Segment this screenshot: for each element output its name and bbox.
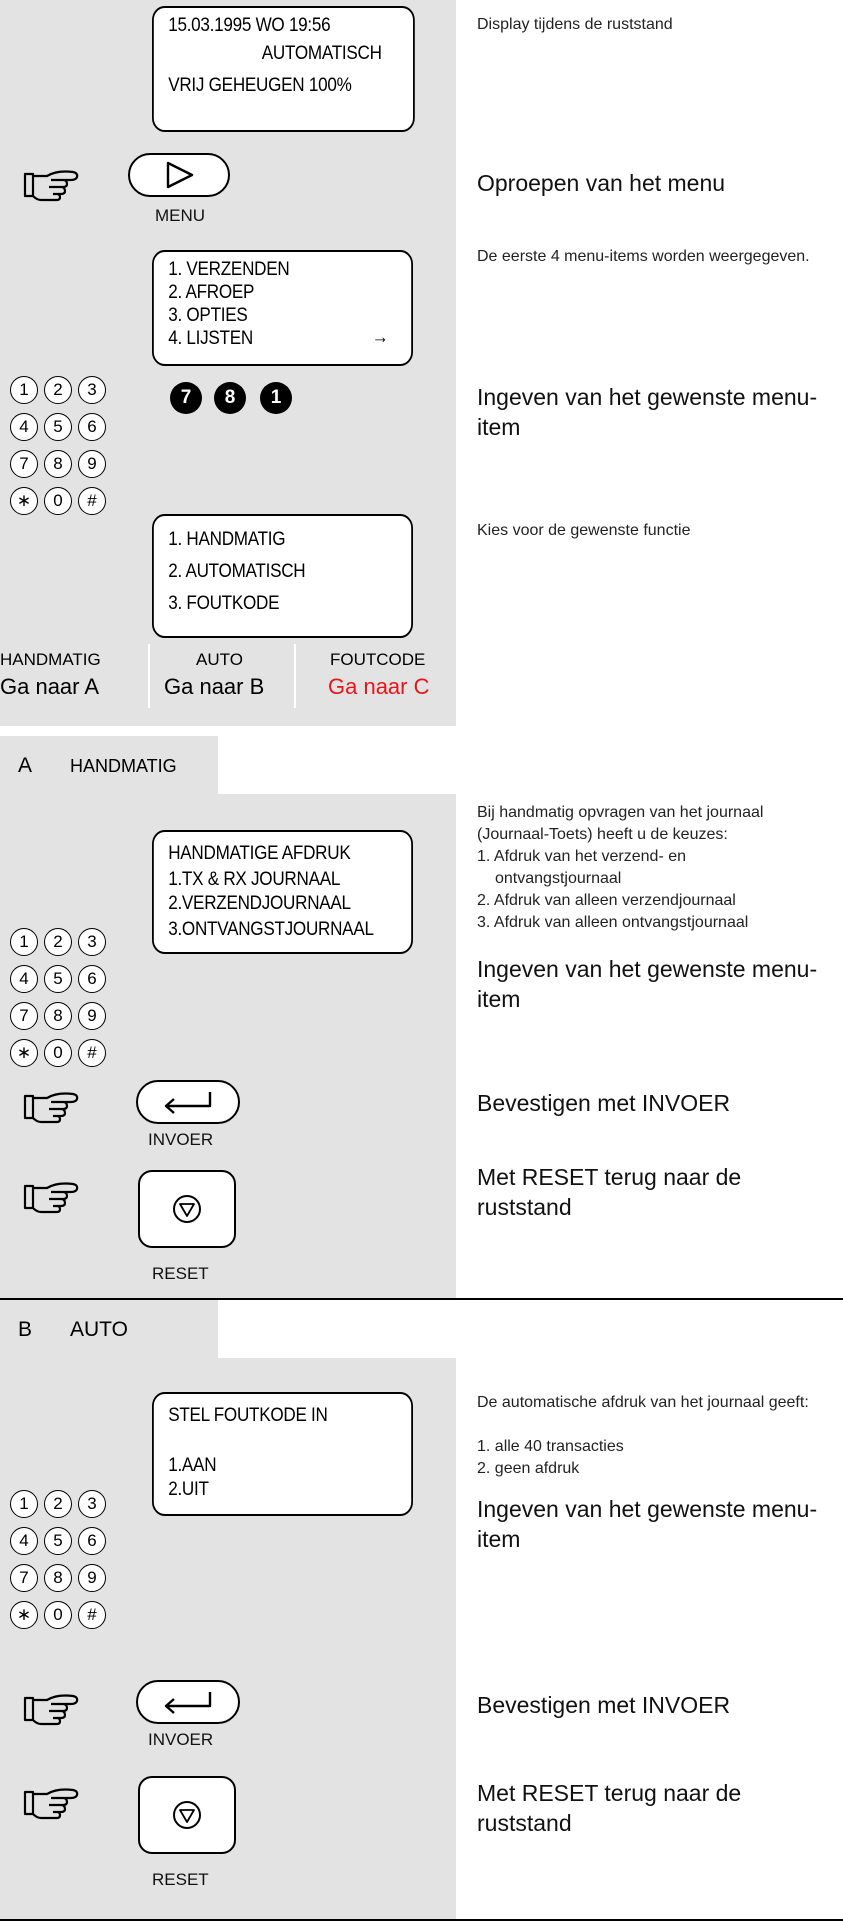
function-note: Kies voor de gewenste functie (477, 522, 691, 539)
section-b-note-intro: De automatische afdruk van het journaal geeft: (477, 1394, 809, 1411)
section-b-confirm-step: Bevestigen met INVOER (477, 1692, 731, 1718)
section-a-display-line3: 2.VERZENDJOURNAAL (168, 893, 351, 914)
section-a-note-item: 3. Afdruk van alleen ontvangstjournaal (477, 914, 749, 931)
enter-arrow-icon (138, 1682, 238, 1722)
section-a-display (152, 830, 413, 954)
pointing-hand-icon (22, 1088, 80, 1126)
keypad-key[interactable]: 5 (44, 413, 72, 441)
stop-icon (140, 1172, 234, 1246)
branch-b-goto: Ga naar B (164, 674, 265, 699)
keypad-key[interactable]: 5 (44, 965, 72, 993)
invoer-label: INVOER (148, 1730, 214, 1749)
keypad-key[interactable]: 0 (44, 1601, 72, 1629)
section-b-letter: B (18, 1318, 33, 1341)
keypad-key[interactable]: 2 (44, 376, 72, 404)
enter-item-step: Ingeven van het gewenste menu-item (477, 384, 818, 440)
digit-7-key: 7 (170, 382, 202, 414)
branch-divider (148, 644, 150, 708)
keypad-key[interactable]: ∗ (10, 1039, 38, 1067)
keypad-key[interactable]: 9 (78, 450, 106, 478)
section-a-note-item: ontvangstjournaal (495, 870, 622, 887)
section-divider (0, 1919, 843, 1921)
branch-b-label: AUTO (196, 650, 243, 669)
keypad-key[interactable]: 6 (78, 413, 106, 441)
menu-display-line1: 1. VERZENDEN (168, 259, 290, 280)
function-display-line1: 1. HANDMATIG (168, 529, 286, 550)
keypad-key[interactable]: 6 (78, 965, 106, 993)
section-a-letter: A (18, 754, 33, 777)
stop-icon (140, 1778, 234, 1852)
menu-display (152, 250, 413, 366)
keypad-key[interactable]: 3 (78, 1490, 106, 1518)
enter-arrow-icon (138, 1082, 238, 1122)
section-a-note-item: 1. Afdruk van het verzend- en (477, 848, 687, 865)
keypad-key[interactable]: # (78, 1601, 106, 1629)
menu-note: De eerste 4 menu-items worden weergegeven. (477, 248, 810, 265)
reset-button[interactable] (138, 1776, 236, 1854)
section-b-display-line3: 2.UIT (168, 1479, 209, 1500)
pointing-hand-icon (22, 1690, 80, 1728)
function-display-line2: 2. AUTOMATISCH (168, 561, 306, 582)
section-a-note-item: 2. Afdruk van alleen verzendjournaal (477, 892, 736, 909)
section-a-display-line1: HANDMATIGE AFDRUK (168, 843, 351, 864)
keypad-key[interactable]: 2 (44, 928, 72, 956)
branch-divider (294, 644, 296, 708)
menu-button[interactable] (128, 153, 230, 197)
menu-display-line3: 3. OPTIES (168, 305, 248, 326)
section-b-note-item: 1. alle 40 transacties (477, 1438, 624, 1455)
section-b-note-item: 2. geen afdruk (477, 1460, 580, 1477)
function-display-line3: 3. FOUTKODE (168, 593, 280, 614)
invoer-label: INVOER (148, 1130, 214, 1149)
idle-display (152, 6, 415, 132)
section-a-display-line4: 3.ONTVANGSTJOURNAAL (168, 919, 374, 940)
keypad-key[interactable]: ∗ (10, 487, 38, 515)
idle-note: Display tijdens de ruststand (477, 16, 673, 33)
keypad-key[interactable]: 7 (10, 1002, 38, 1030)
pointing-hand-icon (22, 1178, 80, 1216)
keypad[interactable] (4, 1490, 106, 1640)
keypad-key[interactable]: 9 (78, 1002, 106, 1030)
section-a-note-intro: Bij handmatig opvragen van het journaal (Journaal-Toets) heeft u de keuzes: (477, 804, 764, 843)
keypad[interactable] (4, 928, 106, 1078)
section-b-title: AUTO (70, 1318, 128, 1341)
reset-button[interactable] (138, 1170, 236, 1248)
keypad-key[interactable]: 1 (10, 1490, 38, 1518)
digit-1-key: 1 (260, 382, 292, 414)
keypad-key[interactable]: ∗ (10, 1601, 38, 1629)
branch-c-goto: Ga naar C (328, 674, 430, 699)
branch-c-label: FOUTCODE (330, 650, 426, 669)
keypad-key[interactable]: 8 (44, 1002, 72, 1030)
section-b-display-line2: 1.AAN (168, 1455, 217, 1476)
section-a-reset-step: Met RESET terug naar de ruststand (477, 1164, 742, 1220)
function-display (152, 514, 413, 638)
section-b-reset-step: Met RESET terug naar de ruststand (477, 1780, 742, 1836)
keypad-key[interactable]: 3 (78, 928, 106, 956)
digit-8-key: 8 (214, 382, 246, 414)
idle-display-line1: 15.03.1995 WO 19:56 (168, 15, 331, 36)
branch-a-label: HANDMATIG (0, 650, 101, 669)
section-a-title: HANDMATIG (70, 756, 177, 776)
keypad-key[interactable]: 8 (44, 1564, 72, 1592)
reset-label: RESET (152, 1870, 209, 1889)
menu-key-label: MENU (155, 206, 206, 225)
menu-display-line2: 2. AFROEP (168, 282, 255, 303)
branch-a-goto: Ga naar A (0, 674, 100, 699)
scroll-right-arrow-icon: → (371, 327, 389, 348)
keypad-key[interactable]: 4 (10, 413, 38, 441)
menu-step: Oproepen van het menu (477, 170, 726, 196)
pointing-hand-icon (22, 166, 80, 204)
idle-display-line3: VRIJ GEHEUGEN 100% (168, 75, 352, 96)
keypad-key[interactable]: 1 (10, 376, 38, 404)
keypad-key[interactable]: 4 (10, 965, 38, 993)
keypad-key[interactable]: 8 (44, 450, 72, 478)
keypad-key[interactable]: 2 (44, 1490, 72, 1518)
keypad-key[interactable]: 7 (10, 450, 38, 478)
keypad-key[interactable]: # (78, 1039, 106, 1067)
keypad-key[interactable]: 5 (44, 1527, 72, 1555)
invoer-button[interactable] (136, 1680, 240, 1724)
menu-display-line4: 4. LIJSTEN (168, 328, 253, 349)
reset-label: RESET (152, 1264, 209, 1283)
idle-display-line2: AUTOMATISCH (261, 43, 382, 64)
keypad-key[interactable]: 6 (78, 1527, 106, 1555)
invoer-button[interactable] (136, 1080, 240, 1124)
keypad[interactable] (4, 376, 106, 526)
keypad-key[interactable]: 4 (10, 1527, 38, 1555)
section-b-display (152, 1392, 413, 1516)
section-a-display-line2: 1.TX & RX JOURNAAL (168, 869, 341, 890)
pointing-hand-icon (22, 1784, 80, 1822)
section-b-display-line1: STEL FOUTKODE IN (168, 1405, 328, 1426)
keypad-key[interactable]: 1 (10, 928, 38, 956)
keypad-key[interactable]: 3 (78, 376, 106, 404)
section-a-enter-item-step: Ingeven van het gewenste menu-item (477, 956, 818, 1012)
keypad-key[interactable]: 9 (78, 1564, 106, 1592)
keypad-key[interactable]: 0 (44, 487, 72, 515)
keypad-key[interactable]: # (78, 487, 106, 515)
section-a-confirm-step: Bevestigen met INVOER (477, 1090, 731, 1116)
keypad-key[interactable]: 0 (44, 1039, 72, 1067)
section-b-enter-item-step: Ingeven van het gewenste menu-item (477, 1496, 818, 1552)
keypad-key[interactable]: 7 (10, 1564, 38, 1592)
play-arrow-icon (130, 155, 228, 195)
